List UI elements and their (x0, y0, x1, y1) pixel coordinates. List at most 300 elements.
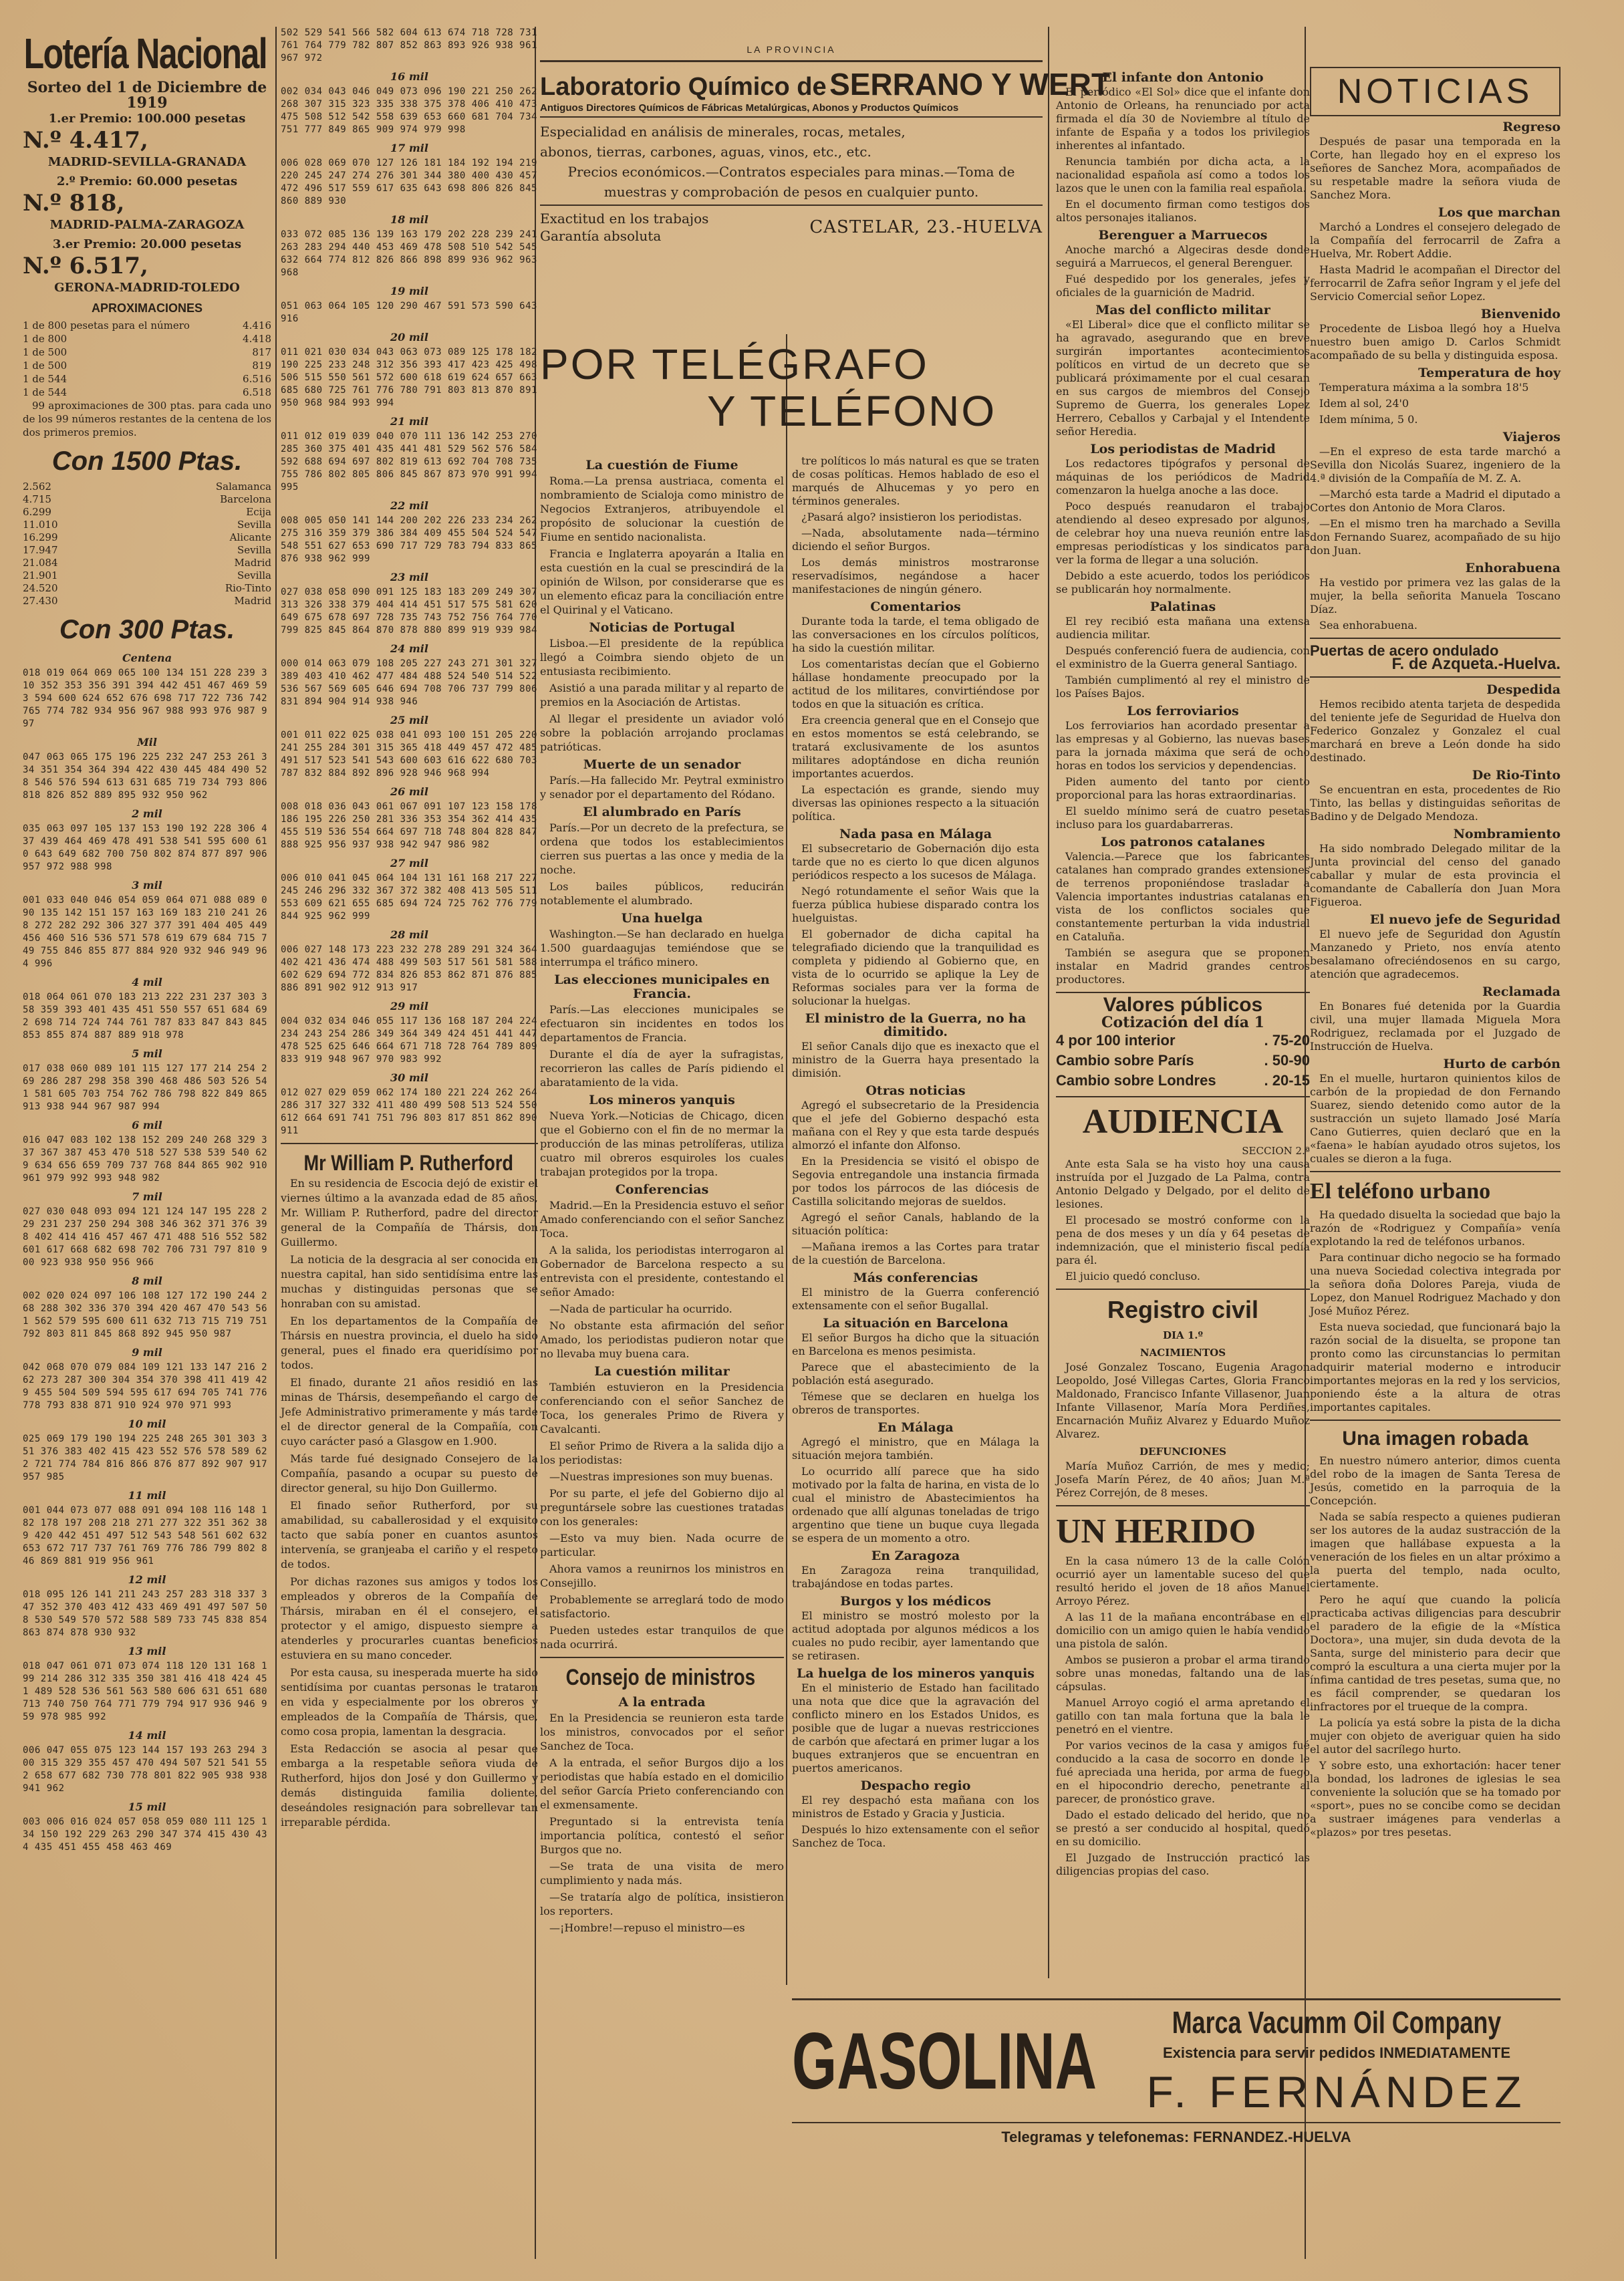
aprox-note: 99 aproximaciones de 300 ptas. para cada uno de los 99 números restantes de la centena de los dos primeros premios. (23, 400, 271, 438)
article (792, 1012, 1039, 1080)
article (792, 1779, 1039, 1850)
m26-label: 26 mil (390, 785, 428, 798)
news-column-4 (792, 454, 1039, 1853)
defunciones-label: DEFUNCIONES (1139, 1446, 1226, 1458)
paragraph: Los bailes públicos, reducirán notablemente el alumbrado. (540, 880, 784, 907)
article (540, 1183, 784, 1361)
paragraph: A la salida, los periodistas interrogaron al Gobernador de Barcelona respecto a su entrevista con el presidente, contestando el señor Amado: (540, 1244, 784, 1299)
m16-label: 16 mil (390, 70, 428, 83)
article (792, 1084, 1039, 1267)
paragraph: Témese que se declaren en huelga los obreros de transportes. (792, 1390, 1039, 1416)
article (540, 458, 784, 617)
paragraph: Ahora vamos a reunirnos los ministros en Consejillo. (540, 1563, 784, 1589)
column-rule (1048, 27, 1049, 1978)
paragraph: París.—Por un decreto de la prefectura, se ordena que todos los establecimientos cierren sus puertas a las once y media de la noche. (540, 821, 784, 876)
news-column-5 (1056, 67, 1310, 1881)
lab-line2: abonos, tierras, carbones, aguas, vinos, etc., etc. (540, 144, 871, 160)
m29-numbers: 004 032 034 046 055 117 136 168 187 204 224 234 243 254 286 349 364 349 424 451 441 447 478 525 625 646 664 671 718 728 764 789 809 833 919 948 967 970 983 992 (281, 1016, 537, 1065)
paragraph: Los redactores tipógrafos y personal de máquinas de los periódicos de Madrid comenzaron la huelga anoche a las doce. (1056, 457, 1310, 497)
m13-label: 13 mil (128, 1645, 166, 1657)
article-heading: Las elecciones municipales en Francia. (554, 972, 770, 1001)
article-heading: Los ferroviarios (1127, 704, 1239, 718)
paragraph: Hasta Madrid le acompañan el Director del ferrocarril de Zafra señor Ingram y el jefe del Servicio Comercial señor Lopez. (1310, 263, 1561, 303)
article-heading: Los periodistas de Madrid (1090, 442, 1276, 456)
paragraph: Y sobre esto, una exhortación: hacer tener la bondad, los ladrones de iglesias le sea conveniente la solución que se ha tomado por «sport», pues no se concibe como se decidan a sustraer imágenes para venderlas a «plazos» por tres pesetas. (1310, 1759, 1561, 1839)
article-heading: El alumbrado en París (583, 805, 741, 819)
paragraph: El ministro de la Guerra conferenció extensamente con el señor Bugallal. (792, 1286, 1039, 1312)
loteria-column (23, 27, 271, 1854)
paragraph: Roma.—La prensa austriaca, comenta el nombramiento de Scialoja como ministro de Negocios Extranjeros, atribuyendole el propósito de solucionar la cuestión de Fiume en sentido nacionalista. (540, 475, 784, 543)
paragraph: —Nuestras impresiones son muy buenas. (549, 1470, 773, 1483)
paragraph: La policía ya está sobre la pista de la dicha mujer con objeto de averiguar quien ha sido el autor del sacrílego hurto. (1310, 1716, 1561, 1756)
article-heading: Muerte de un senador (583, 757, 741, 772)
m10-numbers: 025 069 179 190 194 225 248 265 301 303 351 376 383 402 415 423 552 576 578 589 622 721 774 784 816 866 876 877 892 907 917 957 985 (23, 1434, 268, 1482)
paragraph: Dado el estado delicado del herido, que no se prestó a ser conducido al hospital, quedó en su domicilio. (1056, 1808, 1310, 1848)
m15-numbers: 003 006 016 024 057 058 059 080 111 125 134 150 192 229 263 290 347 374 415 430 434 435 451 455 458 463 469 (23, 1817, 268, 1853)
m7-numbers: 027 030 048 093 094 121 124 147 195 228 229 231 237 250 294 308 346 362 371 376 398 402 414 416 457 467 471 488 516 552 582 601 617 668 682 698 702 706 731 797 810 900 923 938 950 956 966 (23, 1206, 268, 1268)
paragraph: En nuestro número anterior, dimos cuenta del robo de la imagen de Santa Teresa de Jesús, cometido en la parroquia de la Concepción. (1310, 1454, 1561, 1507)
article-heading: Los patronos catalanes (1101, 835, 1265, 849)
divider (1056, 992, 1310, 993)
paragraph: Idem mínima, 5 0. (1319, 413, 1418, 426)
column-rule (786, 334, 787, 1985)
article (792, 454, 1039, 596)
paragraph: El finado señor Rutherford, por su amabilidad, su caballerosidad y el exquisito tacto que sabía poner en cuantos asuntos intervenía, se granjeaba el cariño y el respeto de todos. (281, 1499, 538, 1571)
gasolina-marca: Marca Vacumm Oil Company (1172, 2005, 1502, 2040)
lab-subtitle: Antiguos Directores Químicos de Fábricas Metalúrgicas, Abonos y Productos Químicos (540, 102, 1043, 118)
gasolina-existencia: Existencia para servir pedidos INMEDIATAMENTE (1163, 2044, 1510, 2061)
article (540, 973, 784, 1089)
lab-line3: Precios económicos.—Contratos especiales para minas.—Toma de muestras y comprobación de pesos en cualquier punto. (567, 164, 1015, 200)
paragraph: —En el expreso de esta tarde marchó a Sevilla don Nicolás Suarez, ingeniero de la 4.ª división de la Compañía de M. Z. A. (1310, 445, 1561, 485)
article (1056, 71, 1310, 225)
article-heading: Despedida (1486, 682, 1561, 697)
centena-numbers: 018 019 064 069 065 100 134 151 228 239 310 352 353 356 391 394 442 451 467 469 593 594 600 624 652 676 698 717 722 736 742 765 774 782 934 956 967 988 993 976 987 997 (23, 668, 268, 729)
paragraph: Agregó el subsecretario de la Presidencia que el jefe del Gobierno despachó esta mañana con el Rey y que esta tarde después almorzó el infante don Alfonso. (792, 1099, 1039, 1152)
puertas-line1: Puertas de acero ondulado (1310, 642, 1499, 659)
audiencia-subtitle: SECCION 2.ª (1242, 1145, 1310, 1157)
paragraph: Washington.—Se han declarado en huelga 1.500 guardaagujas temiéndose que se interrumpa el tráfico minero. (540, 928, 784, 968)
article (540, 1093, 784, 1179)
paragraph: En la Presidencia se reunieron esta tarde los ministros, convocados por el señor Sanchez de Toca. (540, 1712, 784, 1752)
nacimientos-label: NACIMIENTOS (1139, 1347, 1226, 1359)
paragraph: En Bonares fué detenida por la Guardia civil, una mujer llamada Miguela Mora Rodriguez, reclamada por el Juzgado de Instrucción de Huelva. (1310, 1000, 1561, 1053)
article (792, 1549, 1039, 1591)
defunciones-text: María Muñoz Carrión, de mes y medio; Josefa Marín Pérez, de 40 años; Juan M.ª Pérez Correjón, de 8 meses. (1056, 1460, 1310, 1499)
paragraph: Asistió a una parada militar y al reparto de premios en la Asociación de Artistas. (540, 682, 784, 708)
article (1056, 303, 1310, 438)
article (792, 1595, 1039, 1663)
paragraph: Se encuentran en esta, procedentes de Rio Tinto, las bellas y distinguidas señoritas de Badino y de Delgado Mendoza. (1310, 783, 1561, 823)
lab-line1: Especialidad en análisis de minerales, rocas, metales, (540, 124, 906, 140)
article-heading: Regreso (1502, 120, 1561, 134)
con1500-row: 24.520 Rio-Tinto (23, 582, 271, 594)
paragraph: Lisboa.—El presidente de la república llegó a Coimbra siendo objeto de un entusiasta recibimiento. (540, 637, 784, 678)
paragraph: Negó rotundamente el señor Wais que la fuerza pública hubiese disparado contra los huelguistas. (792, 885, 1039, 924)
paragraph: Hemos recibido atenta tarjeta de despedida del teniente jefe de Seguridad de Huelva don Federico Gonzalez y Gonzalez el cual marchará en breve a León donde ha sido destinado. (1310, 698, 1561, 764)
lab-title-a: Laboratorio Químico de (540, 73, 827, 101)
paragraph: También estuvieron en la Presidencia conferenciando con el señor Sanchez de Toca, los generales Primo de Rivera y Cavalcanti. (540, 1381, 784, 1436)
premio3-label: 3.er Premio: 20.000 pesetas (52, 237, 242, 251)
divider (1310, 1171, 1561, 1172)
paragraph: Esta nueva sociedad, que funcionará bajo la razón social de la disuelta, se propone tan pronto como las circunstancias lo permitan adquirir material moderno e introducir importantes mejoras en la red y los servicios, poniendo éste a la altura de otras importantes capitales. (1310, 1321, 1561, 1414)
divider (1310, 638, 1561, 639)
article-heading: Bienvenido (1480, 307, 1561, 321)
paragraph: A la entrada, el señor Burgos dijo a los periodistas que había estado en el domicilio del señor García Prieto conferenciando con el exmensamente. (540, 1756, 784, 1811)
divider (1056, 1505, 1310, 1506)
paragraph: —Esto va muy bien. Nada ocurre de particular. (540, 1532, 784, 1559)
paragraph: Por esta causa, su inesperada muerte ha sido sentidísima por cuantas personas le trataron en vida y especialmente por los obreros y empleados de la Compañía de Thársis, que, como cosa propia, lamentan la desgracia. (281, 1666, 538, 1738)
premio3-cities: GERONA-MADRID-TOLEDO (54, 281, 240, 295)
paragraph: Fué despedido por los generales, jefes y oficiales de la guarnición de Madrid. (1056, 273, 1310, 299)
paragraph: Los ferroviarios han acordado presentar a las empresas y al Gobierno, las nuevas bases para la jornada máxima que será de ocho horas en todos los servicios y dependencias. (1056, 719, 1310, 772)
article-heading: Nombramiento (1453, 827, 1561, 841)
herido-title: UN HERIDO (1056, 1512, 1256, 1551)
con1500-row: 17.947 Sevilla (23, 544, 271, 556)
mil-numbers: 047 063 065 175 196 225 232 247 253 261 334 351 354 364 394 422 430 445 484 490 528 546 576 594 613 631 685 719 734 793 806 818 826 852 889 895 932 950 962 (23, 752, 268, 801)
m3-label: 3 mil (132, 879, 162, 892)
m22-numbers: 008 005 050 141 144 200 202 226 233 234 262 275 316 359 379 386 384 409 455 504 524 547 548 551 627 653 690 717 729 783 794 833 865 876 938 962 999 (281, 515, 537, 564)
m5-label: 5 mil (132, 1047, 162, 1060)
premio2-label: 2.º Premio: 60.000 pesetas (56, 174, 238, 188)
con1500-row: 21.901 Sevilla (23, 569, 271, 581)
article (1310, 307, 1561, 362)
m16b-numbers: 002 034 043 046 049 073 096 190 221 250 262 268 307 315 323 335 338 375 378 406 410 473 475 508 512 542 558 639 653 660 681 704 734 751 777 849 865 909 974 979 998 (281, 86, 537, 135)
paragraph: Valencia.—Parece que los fabricantes catalanes han comprado grandes extensiones de terrenos proponiéndose trasladar a Valencia importantes industrias catalanas en vista de los conflictos sociales que constantemente perturban la vida industrial en Cataluña. (1056, 850, 1310, 943)
paragraph: En el documento firman como testigos dos altos personajes italianos. (1056, 198, 1310, 224)
m27-numbers: 006 010 041 045 064 104 131 161 168 217 227 245 246 296 332 367 372 382 408 413 505 511 553 609 621 655 685 694 724 725 762 776 779 844 925 962 999 (281, 873, 537, 922)
article (1310, 913, 1561, 981)
paragraph: La noticia de la desgracia al ser conocida en nuestra capital, han sido sentidísima entre las muchas y distinguidas personas que se honraban con su amistad. (281, 1253, 538, 1310)
paragraph: El Juzgado de Instrucción practicó las diligencias propias del caso. (1056, 1851, 1310, 1877)
paragraph: Piden aumento del tanto por ciento proporcional para las horas extraordinarias. (1056, 775, 1310, 801)
gasolina-fernandez: F. FERNÁNDEZ (1146, 2067, 1527, 2117)
valores-subtitle: Cotización del día 1 (1101, 1014, 1264, 1031)
paragraph: Madrid.—En la Presidencia estuvo el señor Amado conferenciando con el señor Sanchez Toca. (540, 1199, 784, 1240)
paragraph: —Nada de particular ha ocurrido. (549, 1303, 732, 1315)
article (1056, 600, 1310, 700)
article (792, 827, 1039, 1008)
paragraph: En su residencia de Escocia dejó de existir el viernes último a la avanzada edad de 85 años, Mr. William P. Rutherford, padre del director general de la Compañía de Thársis, don Guillermo. (281, 1177, 538, 1248)
paragraph: Era creencia general que en el Consejo que en estos momentos se está celebrando, se tratará exclusivamente de los asuntos militares adoptándose en dicha reunión importantes acuerdos. (792, 714, 1039, 780)
m24-numbers: 000 014 063 079 108 205 227 243 271 301 327 389 403 410 462 477 484 488 524 540 514 522 536 567 569 605 646 694 708 706 737 799 806 831 894 904 914 938 946 (281, 658, 537, 707)
paragraph: Ha quedado disuelta la sociedad que bajo la razón de «Rodriguez y Compañía» venía explotando la red de teléfonos urbanos. (1310, 1208, 1561, 1248)
paragraph: En la Presidencia se visitó el obispo de Segovia entregandole una instancia firmada por todos los párrocos de las diócesis de Castilla solicitando mejoras de sueldos. (792, 1155, 1039, 1208)
laboratorio-ad (540, 60, 1111, 245)
lab-address: CASTELAR, 23.-HUELVA (809, 217, 1043, 237)
paragraph: Por dichas razones sus amigos y todos los empleados y obreros de la Compañía de Thársis, miraban en él el consejero, el protector y el amigo, dispuesto siempre a atenderles y procurarles cuantas beneficios estuviera en su mano conceder. (281, 1575, 538, 1661)
paragraph: Pueden ustedes estar tranquilos de que nada ocurrirá. (540, 1624, 784, 1651)
paragraph: El juicio quedó concluso. (1065, 1270, 1200, 1283)
gasolina-title: GASOLINA (792, 2016, 1097, 2106)
loteria-title: Lotería Nacional (23, 29, 267, 78)
article-heading: Comentarios (870, 599, 961, 614)
aproximaciones-heading: APROXIMACIONES (91, 301, 203, 315)
con1500-row: 16.299 Alicante (23, 531, 271, 543)
m13-numbers: 018 047 061 071 073 074 118 120 131 168 199 214 286 312 335 350 381 416 418 424 451 489 528 536 561 563 580 606 631 651 680 713 740 750 764 771 779 794 917 936 946 959 978 985 992 (23, 1661, 268, 1722)
paragraph: —Nada, absolutamente nada—término diciendo el señor Burgos. (792, 527, 1039, 553)
telegrafo-title: POR TELÉGRAFO (540, 340, 929, 388)
premio2-cities: MADRID-PALMA-ZARAGOZA (49, 218, 245, 232)
divider (540, 1657, 784, 1658)
article (1056, 835, 1310, 986)
m4-numbers: 018 064 061 070 183 213 222 231 237 303 358 359 393 401 435 451 550 557 651 684 692 698 714 724 744 761 787 833 847 843 845 853 855 874 887 889 918 978 (23, 992, 268, 1041)
noticias-title: NOTICIAS (1310, 67, 1561, 116)
m29-label: 29 mil (390, 1000, 428, 1013)
article-heading: Viajeros (1502, 430, 1561, 444)
article (1310, 120, 1561, 202)
m22-label: 22 mil (390, 499, 428, 512)
paragraph: El gobernador de dicha capital ha telegrafiado diciendo que la tranquilidad es completa y pidiendo al Gobierno que, en vista de lo ocurrido se aplique la Ley de Reformas sociales para ver la forma de solucionar la huelgas. (792, 928, 1039, 1007)
article (792, 1421, 1039, 1545)
article (1310, 561, 1561, 632)
consejo-subtitle: A la entrada (618, 1695, 706, 1710)
m8-label: 8 mil (132, 1274, 162, 1287)
divider (1056, 1289, 1310, 1290)
paragraph: Idem al sol, 24'0 (1319, 397, 1409, 410)
article-heading: El nuevo jefe de Seguridad (1369, 912, 1561, 927)
m12-numbers: 018 095 126 141 211 243 257 283 318 337 347 352 370 403 412 433 469 491 497 507 508 530 549 570 572 588 589 733 745 838 854 863 874 878 930 932 (23, 1589, 268, 1638)
paragraph: Procedente de Lisboa llegó hoy a Huelva nuestro buen amigo D. Carlos Schmidt acompañado de su bella y distinguida esposa. (1310, 322, 1561, 362)
valores-row: 4 por 100 interior . 75-20 (1056, 1032, 1310, 1049)
m10-label: 10 mil (128, 1418, 166, 1430)
article-heading: Reclamada (1482, 984, 1561, 999)
m14-label: 14 mil (128, 1729, 166, 1742)
article (540, 805, 784, 908)
audiencia-title: AUDIENCIA (1082, 1103, 1284, 1141)
article (1056, 229, 1310, 299)
paragraph: Sea enhorabuena. (1319, 619, 1417, 632)
paragraph: Durante toda la tarde, el tema obligado de las conversaciones en los círculos políticos, ha sido la cuestión militar. (792, 615, 1039, 654)
article-heading: La huelga de los mineros yanquis (796, 1666, 1035, 1681)
paragraph: Más tarde fué designado Consejero de la Compañía, pasando a ocupar su puesto de director general, su hijo Don Guillermo. (281, 1452, 538, 1494)
telefono-urbano-title: El teléfono urbano (1310, 1179, 1491, 1204)
valores-row: Cambio sobre Londres . 20-15 (1056, 1072, 1310, 1089)
paragraph: El finado, durante 21 años residió en las minas de Thársis, desempeñando el cargo de Jefe Administrativo primeramente y más tarde el de director general de la Compañía, con cuyo carácter pasó a Glasgow en 1.900. (281, 1376, 538, 1448)
con1500-row: 2.562 Salamanca (23, 481, 271, 493)
m27-label: 27 mil (390, 857, 428, 869)
paragraph: —Mañana iremos a las Cortes para tratar de la cuestión de Barcelona. (792, 1240, 1039, 1266)
con1500-row: 21.084 Madrid (23, 557, 271, 569)
m18-numbers: 033 072 085 136 139 163 179 202 228 239 241 263 283 294 440 453 469 478 508 510 542 545 632 664 774 812 826 866 898 899 936 962 963 968 (281, 229, 537, 278)
paragraph: El procesado se mostró conforme con la pena de dos meses y un día y 64 pesetas de indemnización, que el ministerio fiscal pedía para él. (1056, 1214, 1310, 1266)
paragraph: París.—Las elecciones municipales se efectuaron sin incidentes en todos los departamentos de Francia. (540, 1003, 784, 1044)
paragraph: En la casa número 13 de la calle Colón ocurrió ayer un lamentable suceso del que resultó herido el joven de 18 años Manuel Arroyo Pérez. (1056, 1555, 1310, 1607)
m9-label: 9 mil (132, 1346, 162, 1359)
article-heading: Noticias de Portugal (589, 620, 735, 635)
paragraph: Manuel Arroyo cogió el arma apretando el gatillo con tan mala fortuna que la bala le penetró en el vientre. (1056, 1696, 1310, 1736)
article (792, 1271, 1039, 1313)
divider (1310, 676, 1561, 678)
m5-numbers: 017 038 060 089 101 115 127 177 214 254 269 286 287 298 358 390 468 486 503 526 541 581 605 703 754 762 786 798 822 849 865 913 938 944 967 987 994 (23, 1063, 268, 1112)
noticias-column (1310, 27, 1561, 1842)
m7-label: 7 mil (132, 1190, 162, 1203)
article-heading: Burgos y los médicos (840, 1594, 991, 1609)
article-heading: El ministro de la Guerra, no ha dimitido. (805, 1011, 1027, 1039)
article (1310, 366, 1561, 426)
aprox-row: 1 de 800 4.418 (23, 333, 271, 345)
lab-line5: Garantía absoluta (540, 228, 662, 244)
article (1310, 1057, 1561, 1166)
article-heading: Otras noticias (865, 1083, 966, 1098)
paragraph: ¿Pasará algo? insistieron los periodistas. (801, 511, 1023, 523)
article-heading: Una huelga (621, 911, 703, 926)
article-heading: Hurto de carbón (1443, 1057, 1561, 1071)
m28-numbers: 006 027 148 173 223 232 278 289 291 324 364 402 421 436 474 488 499 503 517 561 581 588 602 629 694 772 834 826 853 862 871 876 885 886 891 902 912 913 917 (281, 944, 537, 993)
paragraph: También se asegura que se proponen instalar en Madrid grandes centros productores. (1056, 946, 1310, 986)
m26-numbers: 008 018 036 043 061 067 091 107 123 158 178 186 195 226 250 281 336 353 354 362 414 435 455 519 536 554 664 697 718 748 804 828 847 888 925 956 937 938 942 947 986 982 (281, 801, 537, 850)
m20-numbers: 011 021 030 034 043 063 073 089 125 178 182 190 225 233 248 312 356 393 417 423 425 498 506 515 550 561 572 600 618 619 624 657 663 685 680 725 761 776 780 791 803 813 870 891 950 968 984 993 994 (281, 347, 537, 408)
article-heading: En Zaragoza (871, 1549, 960, 1563)
divider (1310, 1420, 1561, 1421)
lab-line4: Exactitud en los trabajos (540, 211, 709, 227)
paragraph: El señor Canals dijo que es inexacto que el ministro de la Guerra haya presentado la dimisión. (792, 1040, 1039, 1079)
article (540, 912, 784, 969)
paragraph: En Zaragoza reina tranquilidad, trabajándose en todas partes. (792, 1564, 1039, 1590)
m14-numbers: 006 047 055 075 123 144 157 193 263 294 300 315 329 355 457 470 494 507 521 541 552 658 677 682 730 778 801 822 905 938 938 941 962 (23, 1745, 268, 1794)
premio1-number: N.º 4.417, (23, 127, 148, 154)
article-heading: Berenguer a Marruecos (1098, 228, 1268, 243)
article (1310, 683, 1561, 765)
article (1310, 985, 1561, 1053)
paragraph: Marchó a Londres el consejero delegado de la Compañía del ferrocarril de Zafra a Huelva, Mr. Robert Addie. (1310, 221, 1561, 260)
m23-numbers: 027 038 058 090 091 125 183 183 209 249 307 313 326 338 379 404 414 451 517 575 581 620 649 675 678 697 728 735 743 752 756 764 770 799 825 845 864 870 878 880 899 919 939 984 (281, 587, 537, 636)
paragraph: El ministro se mostró molesto por la actitud adoptada por algunos médicos a los cuales no pudo recibir, ayer lamentando que se retirasen. (792, 1609, 1039, 1662)
paragraph: También cumplimentó al rey el ministro de los Países Bajos. (1056, 674, 1310, 700)
m3-numbers: 001 033 040 046 054 059 064 071 088 089 090 135 142 151 157 163 169 183 210 241 268 272 282 292 306 327 377 391 404 405 449 456 460 516 536 571 578 619 679 684 715 749 755 846 855 877 884 920 932 946 949 964 996 (23, 895, 268, 969)
paragraph: Ante esta Sala se ha visto hoy una causa instruída por el Juzgado de La Palma, contra Antonio Delgado y Delgado, por el delito de lesiones. (1056, 1158, 1310, 1210)
paragraph: —En el mismo tren ha marchado a Sevilla don Fernando Suarez, acompañado de su hijo don Juan. (1310, 517, 1561, 557)
news-column-3 (540, 454, 784, 1937)
article-heading: Enhorabuena (1465, 561, 1561, 575)
paragraph: Para continuar dicho negocio se ha formado una nueva Sociedad colectiva integrada por la señora doña Dolores Pareja, viuda de Lopez, don Manuel Rodriguez Machado y don José Muñoz Pérez. (1310, 1251, 1561, 1317)
con1500-row: 6.299 Ecija (23, 506, 271, 518)
paragraph: El rey recibió esta mañana una extensa audiencia militar. (1056, 615, 1310, 641)
m16-numbers: 502 529 541 566 582 604 613 674 718 728 731 761 764 779 782 807 852 863 893 926 938 961 967 972 (281, 27, 537, 63)
article-heading: Temperatura de hoy (1418, 366, 1561, 380)
article-heading: Mas del conflicto militar (1095, 303, 1270, 317)
sorteo-line: Sorteo del 1 de Diciembre de 1919 (27, 79, 267, 112)
consejo-title: Consejo de ministros (565, 1665, 756, 1690)
article (1056, 704, 1310, 831)
article-heading: Los mineros yanquis (589, 1093, 735, 1107)
valores-table (1056, 1031, 1310, 1091)
m12-label: 12 mil (128, 1573, 166, 1586)
article-heading: La cuestión de Fiume (585, 458, 738, 473)
registro-title: Registro civil (1107, 1296, 1259, 1323)
aproximaciones-list (23, 319, 271, 399)
m15-label: 15 mil (128, 1800, 166, 1813)
premio1-cities: MADRID-SEVILLA-GRANADA (47, 155, 247, 169)
m21-numbers: 011 012 019 039 040 070 111 136 142 253 270 285 360 375 401 435 441 481 529 562 576 584 592 688 694 697 802 819 613 692 704 708 735 755 786 802 805 806 845 867 873 970 991 994 995 (281, 431, 537, 493)
article (792, 600, 1039, 823)
nacimientos-text: José Gonzalez Toscano, Eugenia Aragon Leopoldo, José Villegas Cartes, Gloria Franco Maldonado, Francisco Infante Villasenor, Juan Infante Villasenor, María Mora Perdiñes, Encarnación Muñiz Alvarez y Eduardo Muñoz Alvarez. (1056, 1361, 1310, 1440)
paragraph: Después lo hizo extensamente con el señor Sanchez de Toca. (792, 1823, 1039, 1849)
divider (281, 1143, 538, 1144)
paragraph: Parece que el abastecimiento de la población está asegurado. (792, 1361, 1039, 1387)
paragraph: En los departamentos de la Compañía de Thársis en nuestra provincia, el duelo ha sido general, pues el finado era queridísimo por todos. (281, 1315, 538, 1371)
premio1-label: 1.er Premio: 100.000 pesetas (48, 112, 246, 126)
paragraph: Los demás ministros mostraronse reservadísimos, negándose a hacer manifestaciones de ningún género. (792, 556, 1039, 595)
paragraph: En el muelle, hurtaron quinientos kilos de carbón de la propiedad de don Fernando Suarez, siendo detenido como autor de la sustracción un sujeto llamado José María Cano Gutierres, quien declaró que en la «faena» le habían ayudado otros sujetos, los cuales se dieron a la fuga. (1310, 1072, 1561, 1165)
paragraph: Renuncia también por dicha acta, a la nacionalidad española así como a todos los lazos que le unen con la familia real española. (1056, 155, 1310, 194)
paragraph: —¡Hombre!—repuso el ministro—es (549, 1921, 745, 1934)
paragraph: Lo ocurrido allí parece que ha sido motivado por la falta de harina, en vista de lo cual el ministro de Abastecimientos ha ordenado que allí algunas toneladas de trigo argentino que tiene un buque cuya llegada se espera de un momento a otro. (792, 1465, 1039, 1545)
m8-numbers: 002 020 024 097 106 108 127 172 190 244 268 288 302 336 370 394 420 467 470 543 561 562 579 595 600 611 632 713 715 719 751 792 803 811 845 868 892 945 950 987 (23, 1291, 268, 1339)
m17-label: 17 mil (390, 142, 428, 154)
m19-numbers: 051 063 064 105 120 290 467 591 573 590 643 916 (281, 301, 537, 324)
con300-heading: Con 300 Ptas. (59, 615, 235, 644)
m4-label: 4 mil (132, 976, 162, 988)
divider (1056, 1096, 1310, 1097)
robada-title: Una imagen robada (1342, 1428, 1528, 1450)
article (1310, 206, 1561, 303)
paragraph: tre políticos lo más natural es que se traten de cosas políticas. Hemos hablado de eso el marqués de Alhucemas y yo pero en términos generales. (792, 454, 1039, 507)
paragraph: No obstante esta afirmación del señor Amado, los periodistas pudieron notar que no llevaba muy buena cara. (540, 1319, 784, 1360)
m11-label: 11 mil (128, 1489, 166, 1502)
m28-label: 28 mil (390, 928, 428, 941)
m2-numbers: 035 063 097 105 137 153 190 192 228 306 437 439 464 469 478 491 538 541 595 600 610 643 649 682 700 750 802 874 877 897 906 957 972 988 998 (23, 823, 268, 872)
paragraph: Probablemente se arreglará todo de modo satisfactorio. (540, 1593, 784, 1620)
paragraph: Agregó el ministro, que en Málaga la situación mejora también. (792, 1436, 1039, 1462)
paragraph: El periódico «El Sol» dice que el infante don Antonio de Orleans, ha renunciado por acta firmada el día 30 de Noviembre al título de infante de España y a todos los privilegios inherentes al infantado. (1056, 86, 1310, 152)
article (1310, 430, 1561, 557)
gasolina-telegramas: Telegramas y telefonemas: FERNANDEZ.-HUELVA (1001, 2129, 1351, 2145)
valores-row: Cambio sobre París . 50-90 (1056, 1052, 1310, 1069)
article-heading: Despacho regio (860, 1778, 971, 1793)
premio3-number: N.º 6.517, (23, 253, 148, 279)
paragraph: Agregó el señor Canals, hablando de la situación política: (792, 1211, 1039, 1237)
paragraph: Al llegar el presidente un aviador voló sobre la población arrojando proclamas patrióticas. (540, 712, 784, 753)
paragraph: El señor Primo de Rivera a la salida dijo a los periodistas: (540, 1440, 784, 1466)
rutherford-title: Mr William P. Rutherford (303, 1151, 514, 1175)
column-rule (275, 27, 277, 2259)
valores-title: Valores públicos (1103, 994, 1263, 1016)
mil-label: Mil (137, 736, 157, 749)
paragraph: Anoche marchó a Algeciras desde donde seguirá a Marruecos, el general Berenguer. (1056, 243, 1310, 269)
paragraph: En el ministerio de Estado han facilitado una nota que dice que la agravación del conflicto minero en los Estados Unidos, es posible que de lugar a nuevas restricciones de carbón que afectará en primer lugar a los buques extranjeros que se encuentran en puertos americanos. (792, 1682, 1039, 1774)
article (540, 621, 784, 754)
article-heading: Más conferencias (853, 1270, 978, 1285)
article-heading: El infante don Antonio (1102, 70, 1264, 85)
paragraph: Ha vestido por primera vez las galas de la mujer, la bella señorita Manuela Toscano Díaz. (1310, 576, 1561, 616)
telegrafo-header (540, 341, 1043, 434)
paragraph: Ha sido nombrado Delegado militar de la Junta provincial del censo del ganado caballar y mular de esta provincia el comandante de Caballería don Juan Mora Figueroa. (1310, 842, 1561, 908)
article (1310, 769, 1561, 823)
paragraph: El nuevo jefe de Seguridad don Agustín Manzanedo y Prieto, nos envía atento besalamano ofreciéndosenos en su cargo, atención que agradecemos. (1310, 928, 1561, 980)
article (540, 1365, 784, 1651)
rutherford-body (281, 1176, 538, 1830)
paragraph: Debido a este acuerdo, todos los periódicos se publicarán hoy normalmente. (1056, 569, 1310, 595)
m25-numbers: 001 011 022 025 038 041 093 100 151 205 220 241 255 284 301 315 365 418 449 457 472 485 491 517 523 541 543 600 603 616 622 680 703 787 832 884 892 896 928 946 968 994 (281, 730, 537, 779)
m30-label: 30 mil (390, 1071, 428, 1084)
m9-numbers: 042 068 070 079 084 109 121 133 147 216 262 273 287 300 304 354 370 398 411 419 429 455 504 509 594 595 617 694 705 741 776 778 793 838 871 910 924 970 971 993 (23, 1362, 268, 1411)
numbers-column (281, 27, 538, 1833)
paragraph: París.—Ha fallecido Mr. Peytral exministro y senador por el departamento del Ródano. (540, 774, 784, 801)
centena-label: Centena (122, 652, 172, 664)
paragraph: Esta Redacción se asocia al pesar que embarga a la respetable señora viuda de Rutherford, hijos don José y don Guillermo y demás distinguida familia doliente, deseándoles resignación para sobrellevar tan irreparable pérdida. (281, 1742, 538, 1829)
registro-day: DIA 1.º (1162, 1329, 1204, 1341)
paragraph: Después conferenció fuera de audiencia, con el exministro de la Guerra general Santiago. (1056, 644, 1310, 670)
m21-label: 21 mil (390, 415, 428, 428)
m20-label: 20 mil (390, 331, 428, 344)
paragraph: —Marchó esta tarde a Madrid el diputado a Cortes don Antonio de Mora Claros. (1310, 488, 1561, 514)
m17-numbers: 006 028 069 070 127 126 181 184 192 194 219 220 245 247 274 276 301 344 380 400 430 457 472 496 517 559 617 635 643 698 806 826 845 860 889 930 (281, 158, 537, 207)
m11-numbers: 001 044 073 077 088 091 094 108 116 148 182 178 197 208 218 271 277 322 351 362 389 420 442 451 497 512 543 548 561 602 632 653 672 717 737 761 769 776 786 799 802 846 869 881 919 956 961 (23, 1505, 268, 1567)
con1500-row: 11.010 Sevilla (23, 519, 271, 531)
paragraph: Ambos se pusieron a probar el arma tirando sobre unas monedas, faltando una de las cápsulas. (1056, 1653, 1310, 1693)
article-heading: En Málaga (877, 1420, 954, 1435)
